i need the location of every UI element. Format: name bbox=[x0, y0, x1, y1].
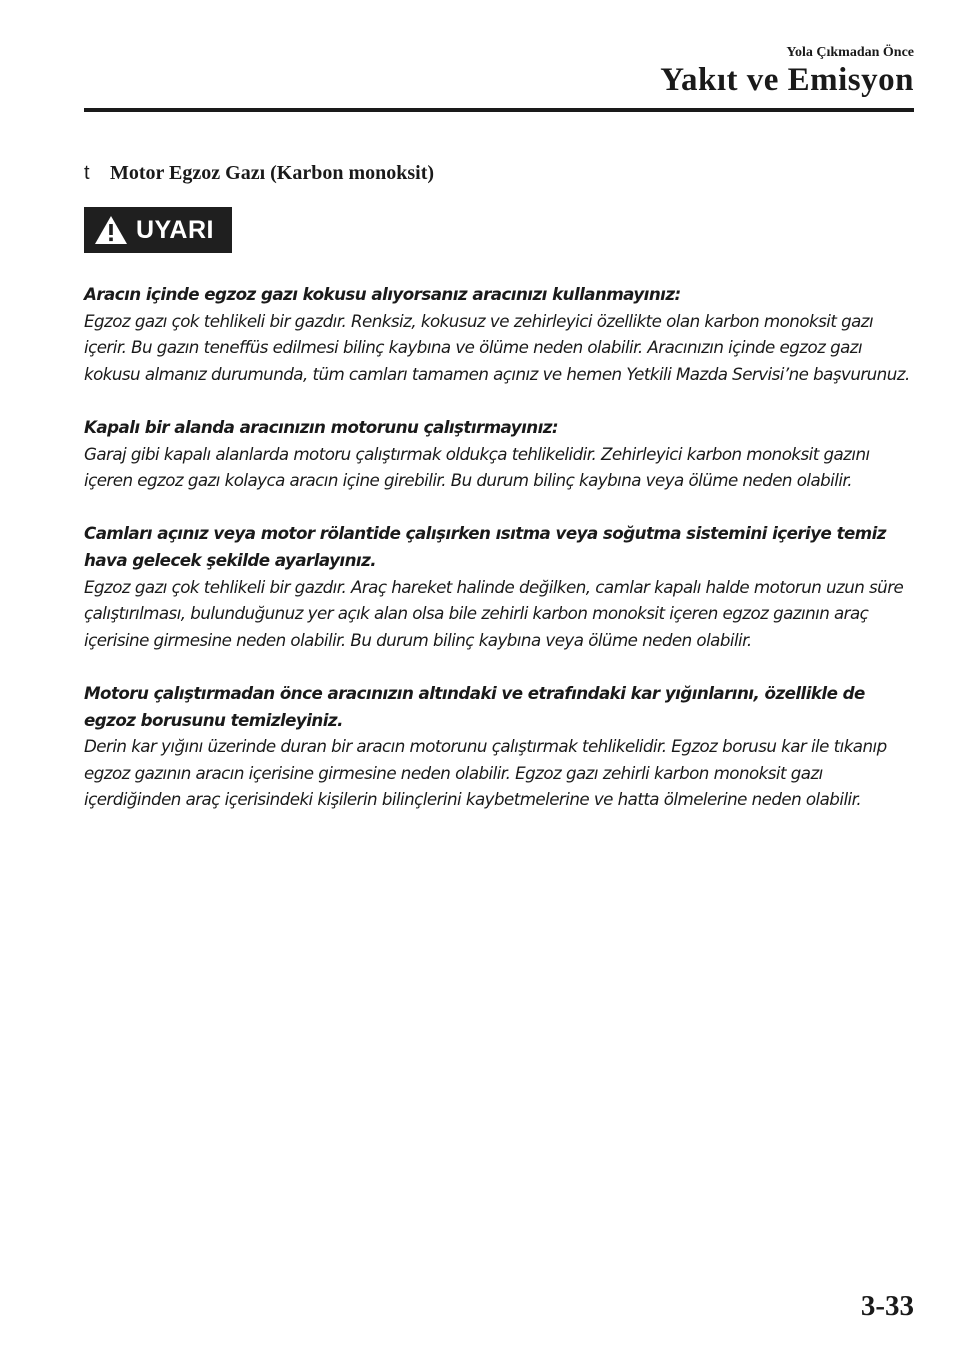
section-heading-text: Motor Egzoz Gazı (Karbon monoksit) bbox=[110, 162, 435, 184]
warning-item-title: Kapalı bir alanda aracınızın motorunu çalıştırmayınız: bbox=[84, 416, 559, 437]
header-divider bbox=[84, 108, 914, 112]
warning-item bbox=[84, 281, 914, 387]
warning-triangle-icon bbox=[94, 215, 128, 245]
warning-item-body: Egzoz gazı çok tehlikeli bir gazdır. Araç hareket halinde değilken, camlar kapalı halde motorun uzun süre çalıştırılması, bulunduğunuz yer açık alan olsa bile zehirli karbon monoksit içeren egzoz gazının araç içerisine girmesine neden olabilir. Bu durum bilinç kaybına veya ölüme neden olabilir. bbox=[84, 576, 904, 650]
warning-item-title: Motoru çalıştırmadan önce aracınızın altındaki ve etrafındaki kar yığınlarını, özellikle de egzoz borusunu temizleyiniz. bbox=[84, 682, 865, 730]
warning-item-body: Egzoz gazı çok tehlikeli bir gazdır. Renksiz, kokusuz ve zehirleyici özellikte olan karbon monoksit gazı içerir. Bu gazın teneffüs edilmesi bilinç kaybına ve ölüme neden olabilir. Aracınızın içinde egzoz gazı kokusu almanız durumunda, tüm camları tamamen açınız ve hemen Yetkili Mazda Servisi’ne başvurunuz. bbox=[84, 310, 910, 384]
warning-item-body: Garaj gibi kapalı alanlarda motoru çalıştırmak oldukça tehlikelidir. Zehirleyici karbon monoksit gazını içeren egzoz gazı kolayca aracın içine girebilir. Bu durum bilinç kaybına veya ölüme neden olabilir. bbox=[84, 443, 870, 491]
warning-label: UYARI bbox=[136, 215, 214, 244]
section-heading bbox=[84, 162, 434, 185]
page-title: Yakıt ve Emisyon bbox=[660, 62, 914, 98]
warning-item bbox=[84, 414, 914, 494]
section-kicker: Yola Çıkmadan Önce bbox=[786, 45, 914, 60]
warning-item-title: Camları açınız veya motor rölantide çalışırken ısıtma veya soğutma sistemini içeriye temiz hava gelecek şekilde ayarlayınız. bbox=[84, 523, 886, 570]
warning-item bbox=[84, 680, 914, 813]
warning-item-title: Aracın içinde egzoz gazı kokusu alıyorsanız aracınızı kullanmayınız: bbox=[84, 284, 681, 304]
warning-item-body: Derin kar yığını üzerinde duran bir aracın motorunu çalıştırmak tehlikelidir. Egzoz borusu kar ile tıkanıp egzoz gazının aracın içerisine girmesine neden olabilir. Egzoz gazı zehirli karbon monoksit gazı içerdiğinden araç içerisindeki kişilerin bilinçlerini kaybetmelerine ve hatta ölmelerine neden olabilir. bbox=[84, 736, 887, 810]
warning-badge bbox=[84, 207, 232, 253]
page-number: 3-33 bbox=[860, 1290, 914, 1322]
warning-content bbox=[84, 281, 914, 839]
warning-item bbox=[84, 520, 914, 653]
section-bullet: t bbox=[84, 162, 90, 184]
